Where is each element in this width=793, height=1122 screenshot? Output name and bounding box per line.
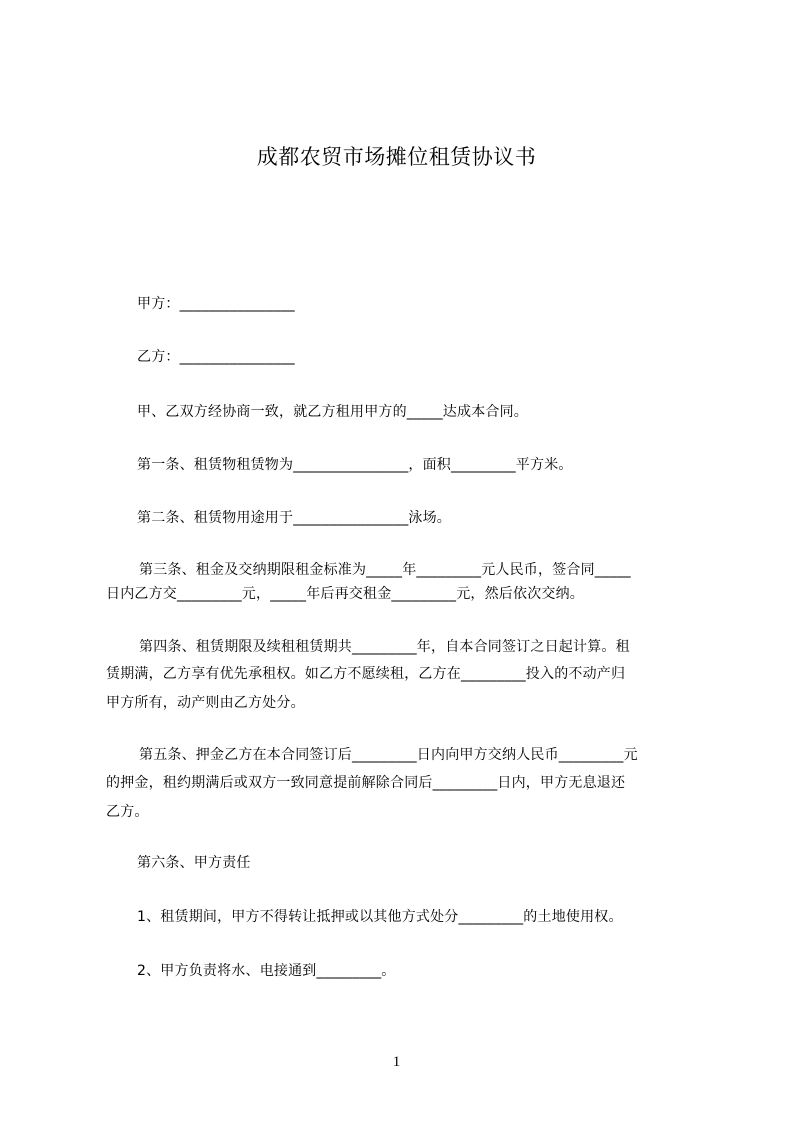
page-number: 1 — [392, 1054, 401, 1070]
article-6-heading: 第六条、甲方责任 — [137, 855, 251, 871]
article-4-line-1: 第四条、租赁期限及续租租赁期共_________年，自本合同签订之日起计算。租 — [139, 639, 630, 655]
article-6-item-1: 1、租赁期间，甲方不得转让抵押或以其他方式处分_________的土地使用权。 — [137, 909, 623, 925]
intro-paragraph: 甲、乙双方经协商一致，就乙方租用甲方的_____达成本合同。 — [137, 404, 528, 420]
article-4-line-2: 赁期满，乙方享有优先承租权。如乙方不愿续租，乙方在_________投入的不动产归 — [106, 666, 626, 682]
article-5-line-2: 的押金，租约期满后或双方一致同意提前解除合同后_________日内，甲方无息退还 — [106, 775, 626, 791]
party-a-line: 甲方：________________ — [137, 296, 295, 312]
article-2: 第二条、租赁物用途用于________________泳场。 — [137, 510, 451, 526]
article-3-line-2: 日内乙方交_________元，_____年后再交租金_________元，然后依次交纳。 — [106, 586, 584, 602]
article-4-line-3: 甲方所有，动产则由乙方处分。 — [106, 695, 305, 711]
party-b-line: 乙方：________________ — [137, 349, 295, 365]
article-6-item-2: 2、甲方负责将水、电接通到_________。 — [137, 963, 396, 979]
article-1: 第一条、租赁物租赁物为________________，面积_________平方米。 — [137, 457, 573, 473]
article-3-line-1: 第三条、租金及交纳期限租金标准为_____年_________元人民币，签合同_____ — [139, 562, 631, 578]
article-5-line-3: 乙方。 — [106, 804, 149, 820]
document-title: 成都农贸市场摊位租赁协议书 — [256, 145, 537, 169]
article-5-line-1: 第五条、押金乙方在本合同签订后_________日内向甲方交纳人民币_________元 — [139, 747, 638, 763]
